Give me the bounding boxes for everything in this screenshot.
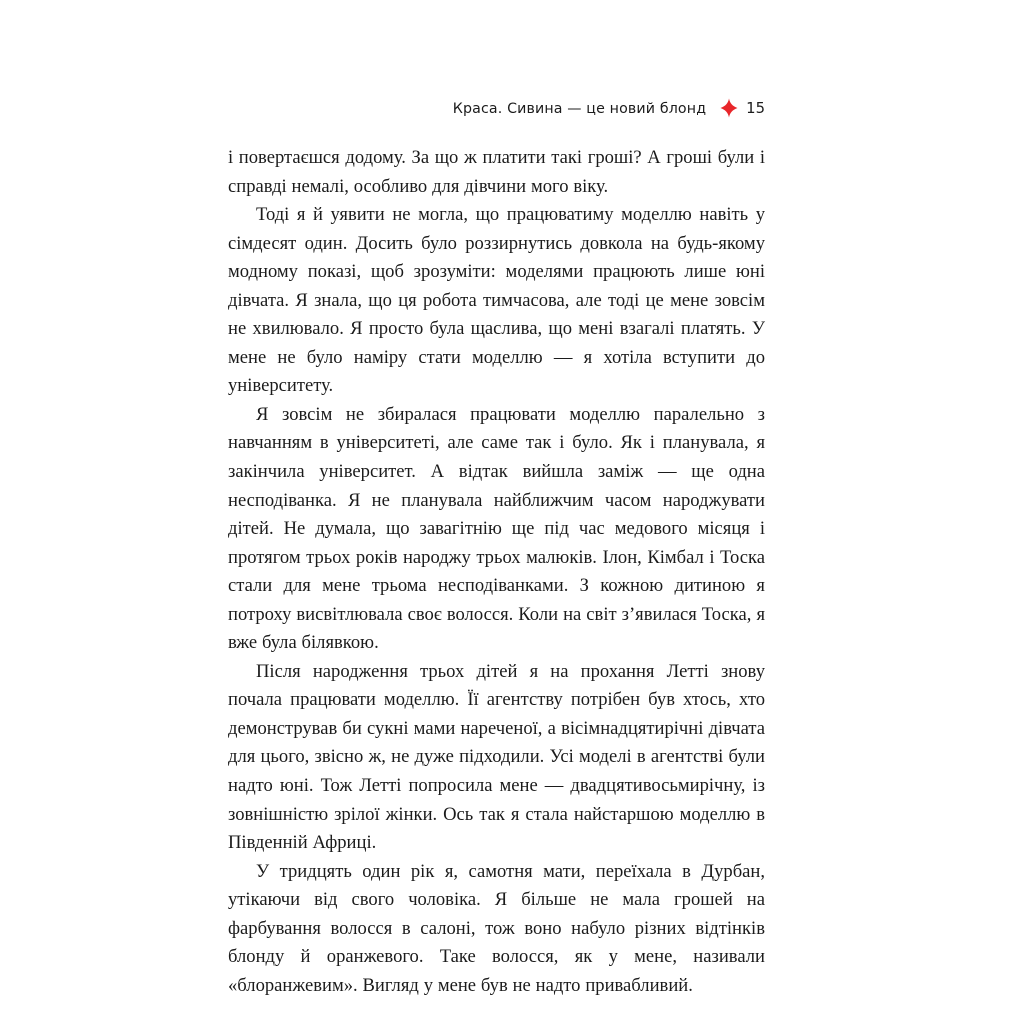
paragraph: У тридцять один рік я, самотня мати, переїхала в Дурбан, утікаючи від свого чоловіка. Я більше не мала грошей на фарбування волосся в салоні, тож воно набуло різних відтінків блонду й оранжевого. Таке волосся, як у мене, називали «блоранжевим». Вигляд у мене був не надто привабливий. — [228, 860, 765, 996]
page-number: 15 — [746, 99, 765, 117]
paragraph: Тоді я й уявити не могла, що працюватиму моделлю навіть у сімдесят один. Досить було роззирнутись довкола на будь-якому модному показі, щоб зрозуміти: моделями працюють лише юні дівчата. Я знала, що ця робота тимчасова, але тоді це мене зовсім не хвилювало. Я просто була щаслива, що мені взагалі платять. У мене не було наміру стати моделлю — я хотіла вступити до університету. — [228, 204, 765, 397]
paragraph: Я зовсім не збиралася працювати моделлю паралельно з навчанням в університеті, але саме так і було. Як і планувала, я закінчила університет. А відтак вийшла заміж — ще одна несподіванка. Я не планувала найближчим часом народжувати дітей. Не думала, що завагітнію ще під час медового місяця і протягом трьох років народжу трьох малюків. Ілон, Кімбал і Тоска стали для мене трьома несподіванками. З кожною дитиною я потроху висвітлювала своє волосся. Коли на світ з’явилася Тоска, я вже була білявкою. — [228, 403, 765, 654]
paragraph: Після народження трьох дітей я на прохання Летті знову почала працювати моделлю. Її агентству потрібен був хтось, хто демонстрував би сукні мами нареченої, а вісімнадцятирічні дівчата для цього, звісно ж, не дуже підходили. Усі моделі в агентстві були надто юні. Тож Летті попросила мене — двадцятивосьмирічну, із зовнішністю зрілої жінки. Ось так я стала найстаршою моделлю в Південній Африці. — [228, 660, 765, 854]
body-text-block — [228, 144, 765, 1000]
four-pointed-star-icon — [718, 97, 740, 119]
paragraph: і повертаєшся додому. За що ж платити такі гроші? А гроші були і справді немалі, особливо для дівчини мого віку. — [228, 147, 765, 197]
running-head — [228, 98, 765, 120]
running-head-title: Краса. Сивина — це новий блонд — [452, 100, 707, 117]
